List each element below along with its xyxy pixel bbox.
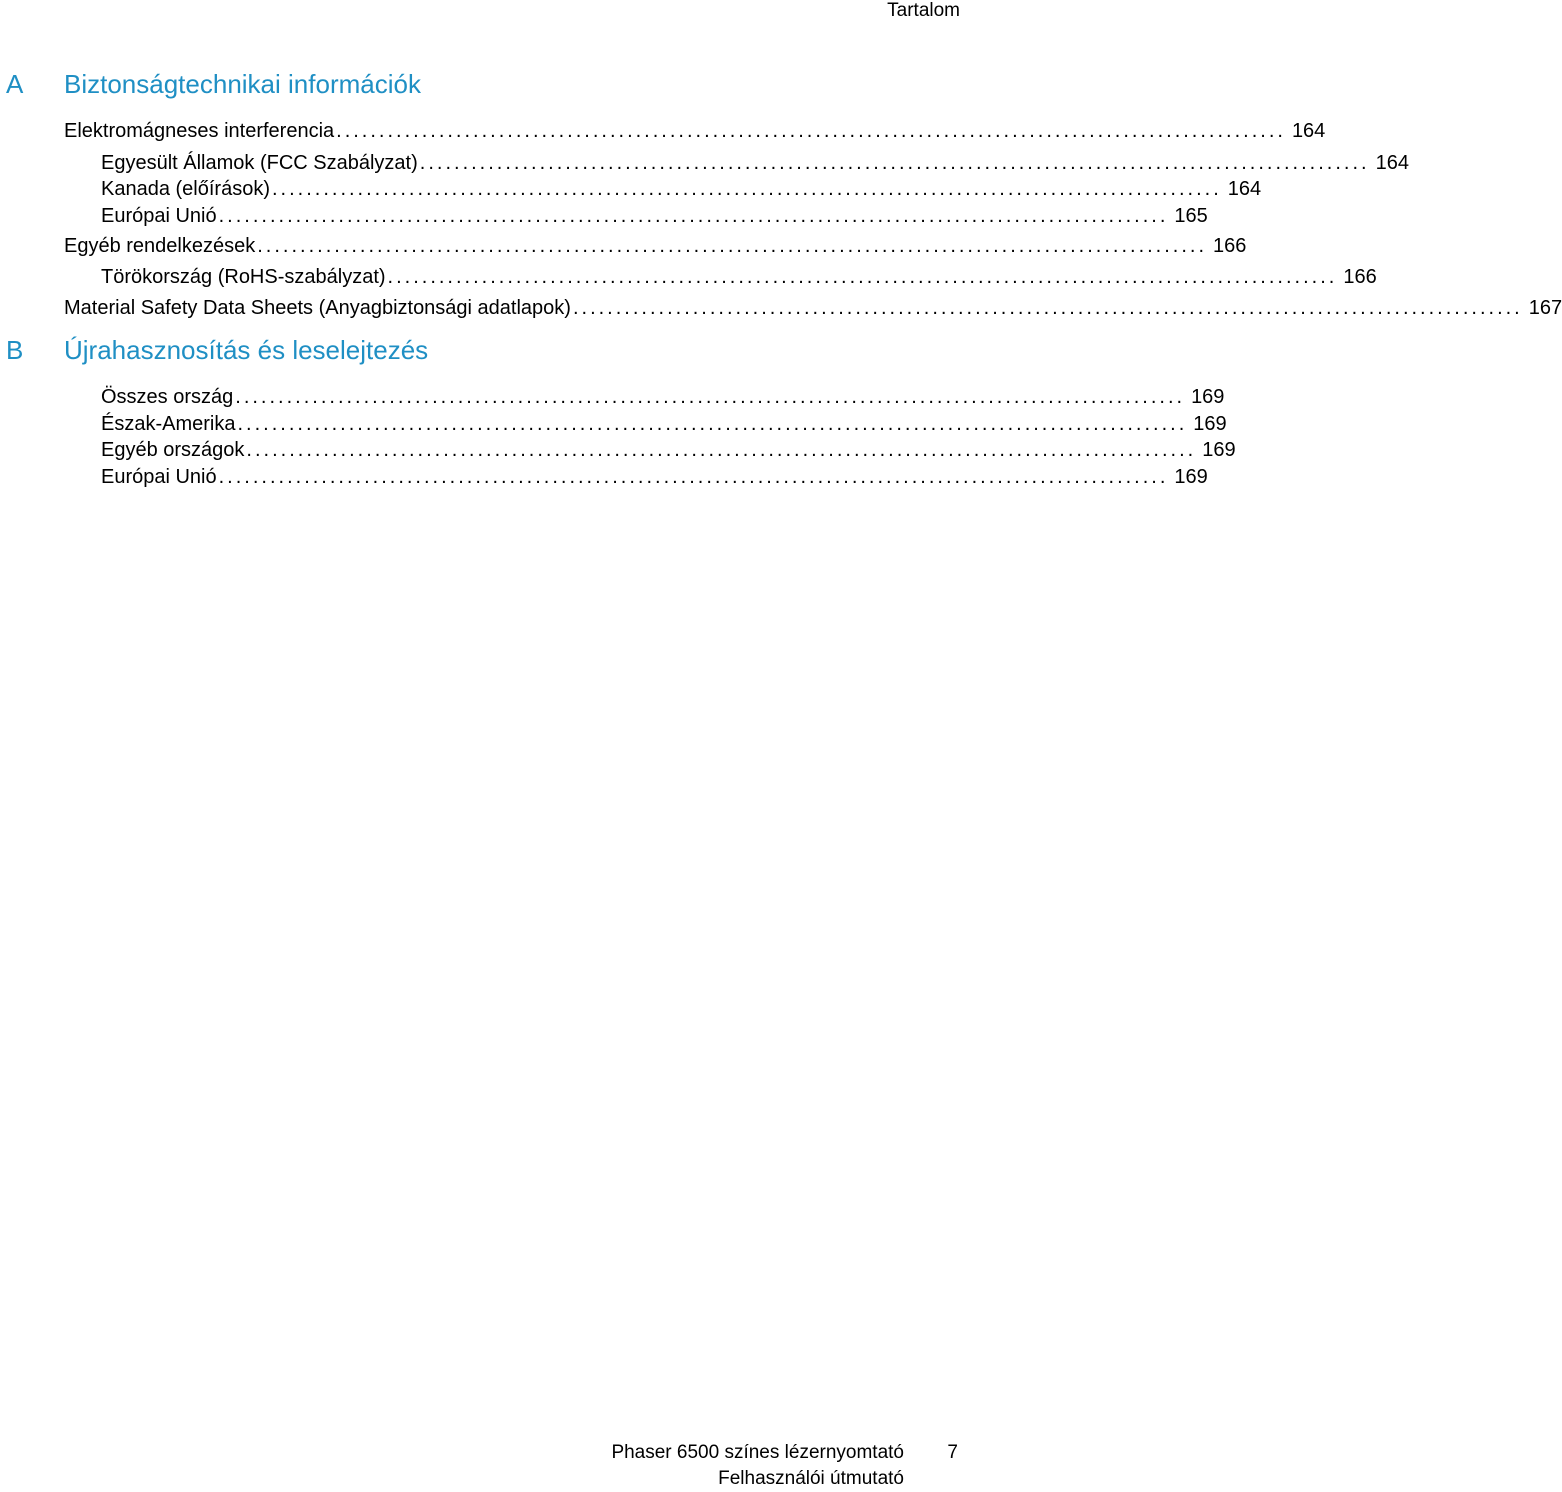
toc-entry[interactable] xyxy=(101,150,1409,176)
toc-entry-page: 169 xyxy=(1174,466,1208,488)
toc-entry-label: Egyéb országok xyxy=(101,439,245,461)
page-number: 7 xyxy=(947,1442,958,1463)
toc-entry-label: Törökország (RoHS-szabályzat) xyxy=(101,266,386,288)
toc-entry[interactable] xyxy=(101,437,1236,463)
toc-entry[interactable] xyxy=(101,464,1208,490)
toc-entry[interactable] xyxy=(64,295,1562,321)
toc-entry-page: 164 xyxy=(1375,152,1409,174)
dot-leader: ............................................................................................................... xyxy=(419,152,1370,174)
toc-entry[interactable] xyxy=(64,233,1247,259)
toc-entry[interactable] xyxy=(101,411,1227,437)
toc-entry-label: Európai Unió xyxy=(101,466,217,488)
toc-entry-page: 165 xyxy=(1174,205,1208,227)
footer-guide-name: Felhasználói útmutató xyxy=(718,1468,904,1489)
toc-entry-page: 169 xyxy=(1202,439,1236,461)
toc-entry-page: 169 xyxy=(1191,386,1225,408)
toc-entry-page: 169 xyxy=(1193,413,1227,435)
toc-entry-page: 164 xyxy=(1291,120,1326,142)
toc-entry-label: Észak-Amerika xyxy=(101,413,236,435)
toc-entry-label: Összes ország xyxy=(101,386,234,408)
toc-entry-label: Európai Unió xyxy=(101,205,217,227)
toc-entry[interactable] xyxy=(101,176,1262,202)
section-letter: A xyxy=(6,69,24,99)
running-header: Tartalom xyxy=(887,0,960,21)
section-heading[interactable] xyxy=(0,332,960,372)
dot-leader: ............................................................................................................... xyxy=(246,439,1197,461)
toc-entry-label: Material Safety Data Sheets (Anyagbiztonsági adatlapok) xyxy=(64,297,571,319)
toc-section-a xyxy=(0,66,1562,319)
toc-entry[interactable] xyxy=(101,384,1225,410)
toc-entry-page: 166 xyxy=(1213,235,1247,257)
toc-entry[interactable] xyxy=(64,118,1326,144)
toc-entry-label: Egyéb rendelkezések xyxy=(64,235,256,257)
section-title[interactable]: Biztonságtechnikai információk xyxy=(64,69,421,99)
dot-leader: ............................................................................................................... xyxy=(257,235,1208,257)
dot-leader: ............................................................................................................... xyxy=(572,297,1523,319)
dot-leader: ............................................................................................................... xyxy=(235,386,1186,408)
dot-leader: ............................................................................................................... xyxy=(218,205,1169,227)
toc-entry[interactable] xyxy=(101,203,1208,229)
section-letter: B xyxy=(6,335,24,365)
section-heading[interactable] xyxy=(0,66,960,106)
toc-entry-page: 164 xyxy=(1227,178,1262,200)
toc-entry[interactable] xyxy=(101,264,1377,290)
dot-leader: ............................................................................................................... xyxy=(387,266,1338,288)
toc-section-b xyxy=(0,332,1236,488)
dot-leader: ............................................................................................................... xyxy=(237,413,1188,435)
dot-leader: ............................................................................................................... xyxy=(218,466,1169,488)
toc-entry-page: 166 xyxy=(1343,266,1377,288)
footer-product-name: Phaser 6500 színes lézernyomtató xyxy=(611,1442,904,1463)
toc-entry-label: Egyesült Államok (FCC Szabályzat) xyxy=(101,152,418,174)
dot-leader: ............................................................................................................... xyxy=(336,120,1286,142)
section-title[interactable]: Újrahasznosítás és leselejtezés xyxy=(64,335,429,365)
toc-entry-label: Kanada (előírások) xyxy=(101,178,270,200)
dot-leader: ............................................................................................................... xyxy=(271,178,1222,200)
toc-entry-label: Elektromágneses interferencia xyxy=(64,120,335,142)
toc-entry-page: 167 xyxy=(1528,297,1562,319)
